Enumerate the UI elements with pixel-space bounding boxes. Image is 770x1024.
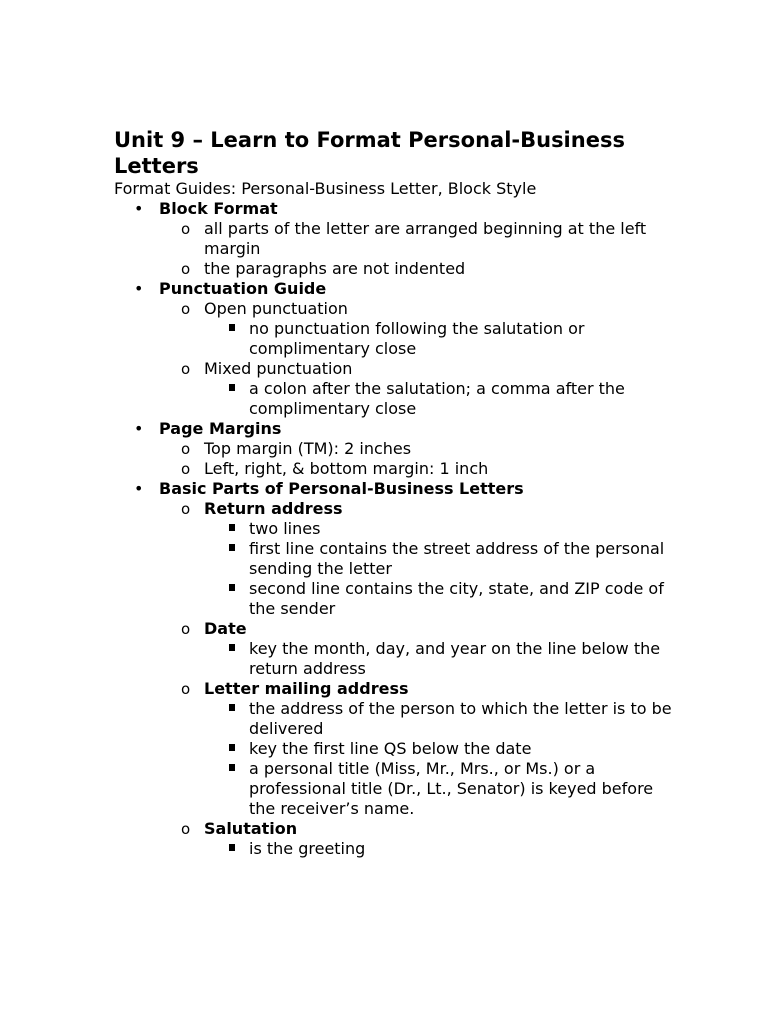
sub-list-item-text: key the month, day, and year on the line below the return address bbox=[249, 639, 661, 678]
list-item-text: Mixed punctuation bbox=[204, 359, 353, 378]
circle-bullet-icon: o bbox=[181, 620, 191, 638]
sub-list-item bbox=[114, 739, 674, 759]
list-item bbox=[114, 819, 674, 839]
sub-list-item-text: a colon after the salutation; a comma after the complimentary close bbox=[249, 379, 625, 418]
list-item-text: Salutation bbox=[204, 819, 298, 838]
circle-bullet-icon: o bbox=[181, 680, 191, 698]
document-title: Unit 9 – Learn to Format Personal-Business Letters bbox=[114, 128, 625, 178]
list-item bbox=[114, 679, 674, 699]
sub-list-item-text: second line contains the city, state, and ZIP code of the sender bbox=[249, 579, 664, 618]
square-bullet-icon bbox=[229, 744, 235, 751]
list-item-text: Top margin (TM): 2 inches bbox=[204, 439, 412, 458]
sub-list-item bbox=[114, 319, 674, 359]
square-bullet-icon bbox=[229, 584, 235, 591]
sub-list-item bbox=[114, 519, 674, 539]
list-item-text: the paragraphs are not indented bbox=[204, 259, 466, 278]
sub-list-item bbox=[114, 579, 674, 619]
sub-list-item-text: first line contains the street address of the personal sending the letter bbox=[249, 539, 665, 578]
list-item-text: Return address bbox=[204, 499, 343, 518]
square-bullet-icon bbox=[229, 544, 235, 551]
sub-list-item-text: the address of the person to which the letter is to be delivered bbox=[249, 699, 672, 738]
list-item bbox=[114, 459, 674, 479]
list-item-text: Left, right, & bottom margin: 1 inch bbox=[204, 459, 489, 478]
circle-bullet-icon: o bbox=[181, 220, 191, 238]
bullet-icon: • bbox=[134, 419, 144, 438]
bullet-icon: • bbox=[134, 199, 144, 218]
sub-list-item-text: a personal title (Miss, Mr., Mrs., or Ms.) or a professional title (Dr., Lt., Senator) is keyed before the receiver’s name. bbox=[249, 759, 654, 818]
section-label: Basic Parts of Personal-Business Letters bbox=[159, 479, 524, 498]
sub-list-item bbox=[114, 379, 674, 419]
list-item-text: Letter mailing address bbox=[204, 679, 409, 698]
document bbox=[114, 127, 674, 859]
sub-list-item-text: key the first line QS below the date bbox=[249, 739, 532, 758]
sub-list-item bbox=[114, 639, 674, 679]
list-item bbox=[114, 619, 674, 639]
sub-list-item bbox=[114, 839, 674, 859]
list-item-text: Date bbox=[204, 619, 247, 638]
bullet-icon: • bbox=[134, 479, 144, 498]
document-subtitle: Format Guides: Personal-Business Letter, Block Style bbox=[114, 179, 537, 198]
sub-list-item-text: no punctuation following the salutation or complimentary close bbox=[249, 319, 585, 358]
square-bullet-icon bbox=[229, 844, 235, 851]
section-heading bbox=[114, 419, 674, 439]
circle-bullet-icon: o bbox=[181, 460, 191, 478]
list-item bbox=[114, 499, 674, 519]
square-bullet-icon bbox=[229, 704, 235, 711]
circle-bullet-icon: o bbox=[181, 300, 191, 318]
circle-bullet-icon: o bbox=[181, 440, 191, 458]
list-item bbox=[114, 259, 674, 279]
circle-bullet-icon: o bbox=[181, 360, 191, 378]
section-label: Page Margins bbox=[159, 419, 282, 438]
list-item bbox=[114, 439, 674, 459]
square-bullet-icon bbox=[229, 764, 235, 771]
section-heading bbox=[114, 199, 674, 219]
circle-bullet-icon: o bbox=[181, 260, 191, 278]
sub-list-item-text: is the greeting bbox=[249, 839, 366, 858]
sub-list-item bbox=[114, 539, 674, 579]
square-bullet-icon bbox=[229, 324, 235, 331]
bullet-icon: • bbox=[134, 279, 144, 298]
list-item-text: Open punctuation bbox=[204, 299, 348, 318]
section-heading bbox=[114, 279, 674, 299]
square-bullet-icon bbox=[229, 524, 235, 531]
circle-bullet-icon: o bbox=[181, 820, 191, 838]
list-item bbox=[114, 299, 674, 319]
sub-list-item-text: two lines bbox=[249, 519, 321, 538]
square-bullet-icon bbox=[229, 384, 235, 391]
list-item bbox=[114, 359, 674, 379]
section-heading bbox=[114, 479, 674, 499]
outline-list bbox=[114, 199, 674, 859]
square-bullet-icon bbox=[229, 644, 235, 651]
section-label: Punctuation Guide bbox=[159, 279, 327, 298]
list-item bbox=[114, 219, 674, 259]
circle-bullet-icon: o bbox=[181, 500, 191, 518]
sub-list-item bbox=[114, 699, 674, 739]
list-item-text: all parts of the letter are arranged beginning at the left margin bbox=[204, 219, 647, 258]
sub-list-item bbox=[114, 759, 674, 819]
section-label: Block Format bbox=[159, 199, 278, 218]
